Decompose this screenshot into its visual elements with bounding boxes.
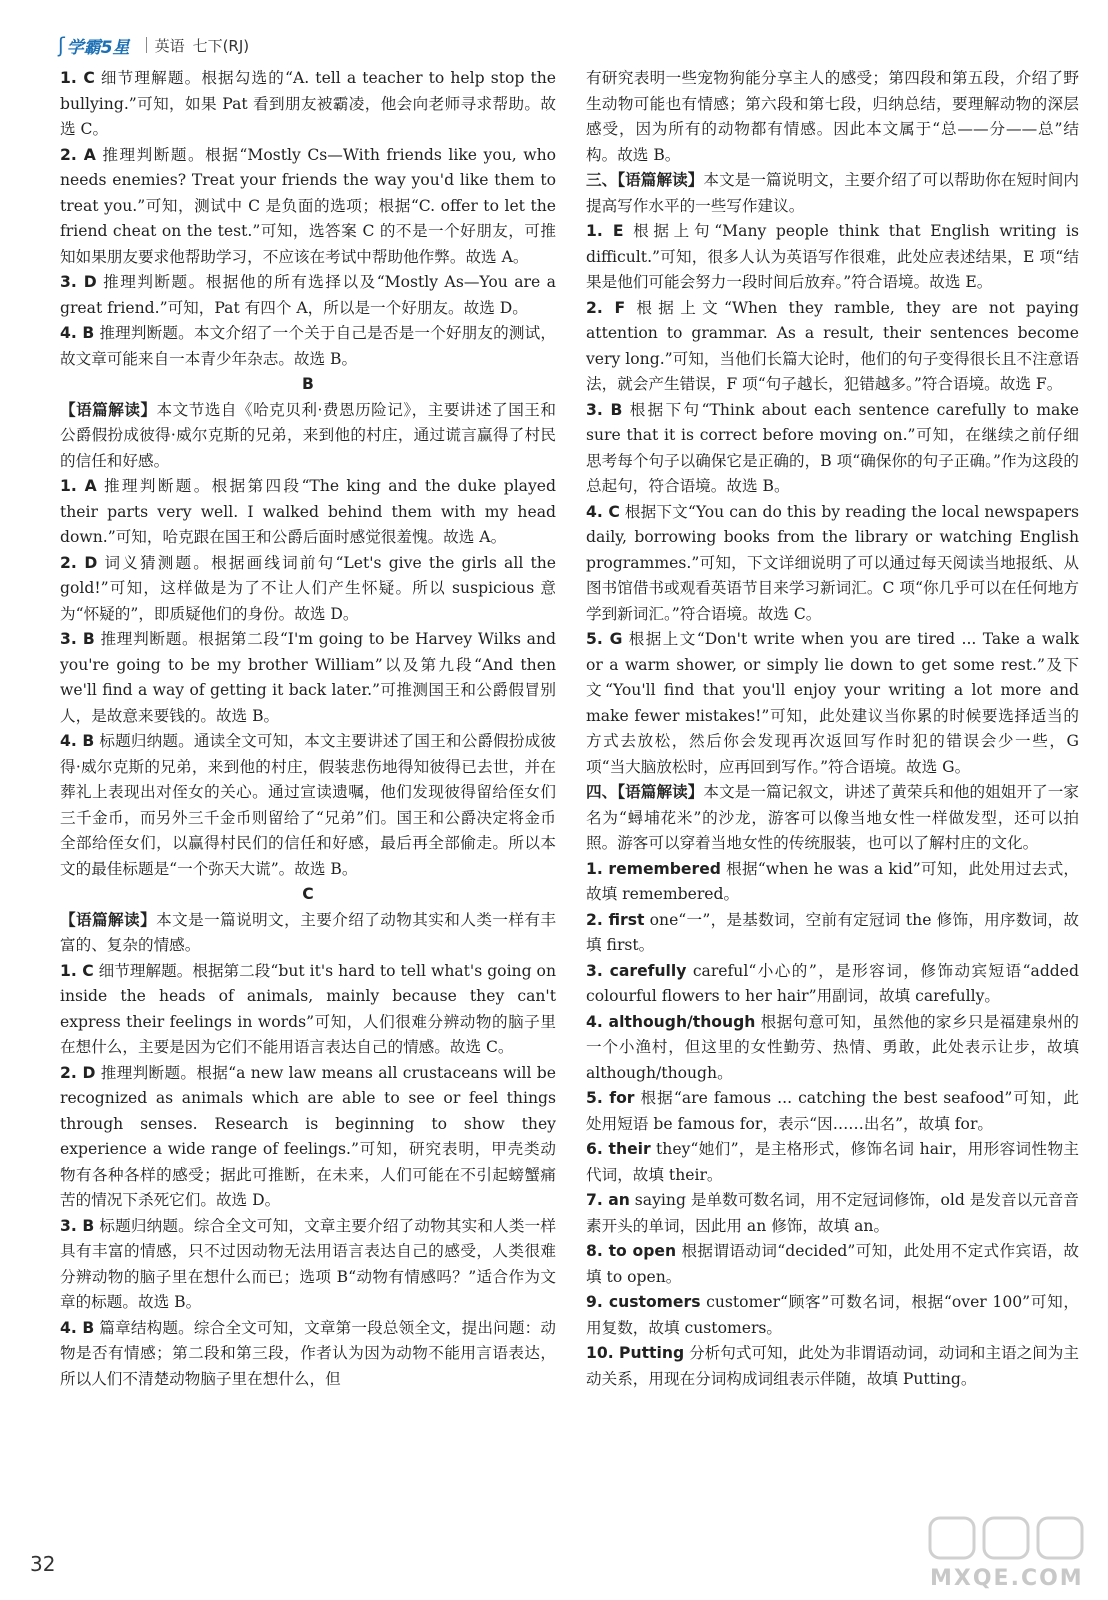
answer-number: 5. G bbox=[586, 630, 623, 648]
answer-number: 2. D bbox=[60, 1063, 96, 1082]
answer-explanation: 篇章结构题。综合全文可知，文章第一段总领全文，提出问题：动物是否有情感；第二段和第三段，作者认为因为动物不能用言语表达，所以人们不清楚动物脑子里在想什么，但 bbox=[60, 1318, 556, 1388]
answer-item bbox=[586, 1010, 1079, 1087]
answer-number: 4. C bbox=[586, 502, 620, 521]
answer-item bbox=[60, 1214, 556, 1316]
passage-analysis-text: 本文节选自《哈克贝利·费恩历险记》，主要讲述了国王和公爵假扮成彼得·威尔克斯的兄弟，来到他的村庄，通过谎言赢得了村民的信任和好感。 bbox=[60, 400, 556, 470]
answer-explanation: 根据上句“Many people think that English writing is difficult.”可知，很多人认为英语写作很难，此处应表述结果，E 项“结果是他们可能会努力一段时间后放弃。”符合语境。故选 E。 bbox=[586, 222, 1079, 291]
answer-number: 7. an bbox=[586, 1191, 630, 1209]
answer-explanation: 根据“are famous ... catching the best seafood”可知，此处用短语 be famous for，表示“因……出名”，故填 for。 bbox=[586, 1089, 1079, 1133]
grade-label: 七下(RJ) bbox=[192, 36, 250, 55]
answer-explanation: 根据上文“Don't write when you are tired ... Take a walk or a warm shower, or simply lie down to get some rest.”及下文“You'll find that you'll enjoy your writing a lot more and make fewer mistakes!”可知，此处建议当你累的时候要选择适当的方式去放松，然后你会发现再次返回写作时犯的错误会少一些，G 项“当大脑放松时，应再回到写作。”符合语境。故选 G。 bbox=[586, 630, 1079, 776]
answer-explanation: 推理判断题。根据“Mostly Cs—With friends like you, who needs enemies? Treat your friends the way you'd like them to treat you.”可知，测试中 C 是负面的选项；根据“C. offer to let the friend cheat on the test.”可知，选答案 C 的不是一个好朋友，可推知如果朋友要求他帮助学习，不应该在考试中帮助他作弊。故选 A。 bbox=[60, 145, 556, 266]
continued-text: 有研究表明一些宠物狗能分享主人的感受；第四段和第五段，介绍了野生动物可能也有情感；第六段和第七段，归纳总结，要理解动物的深层感受，因为所有的动物都有情感。因此本文属于“总——分——总”结构。故选 B。 bbox=[586, 69, 1079, 164]
answer-item bbox=[586, 1137, 1079, 1188]
answer-explanation: saying 是单数可数名词，用不定冠词修饰，old 是发音以元音音素开头的单词，因此用 an 修饰，故填 an。 bbox=[586, 1191, 1079, 1235]
answer-item bbox=[60, 321, 556, 372]
answer-explanation: 标题归纳题。通读全文可知，本文主要讲述了国王和公爵假扮成彼得·威尔克斯的兄弟，来到他的村庄，假装悲伤地得知彼得已去世，并在葬礼上表现出对侄女的关心。通过宣读遗嘱，他们发现彼得留给侄女们三千金币，而另外三千金币则留给了“兄弟”们。国王和公爵决定将金币全部给侄女们，以赢得村民们的信任和好感，最后再全部偷走。所以本文的最佳标题是“一个弥天大谎”。故选 B。 bbox=[60, 732, 556, 878]
passage-analysis bbox=[60, 908, 556, 959]
answer-item bbox=[60, 729, 556, 882]
answer-item bbox=[586, 857, 1079, 908]
answer-explanation: 根据谓语动词“decided”可知，此处用不定式作宾语，故填 to open。 bbox=[586, 1242, 1079, 1286]
answer-item bbox=[60, 1316, 556, 1393]
answer-number: 3. D bbox=[60, 273, 97, 291]
answer-explanation: 推理判断题。根据他的所有选择以及“Mostly As—You are a great friend.”可知，Pat 有四个 A，所以是一个好朋友。故选 D。 bbox=[60, 273, 556, 317]
answer-number: 4. B bbox=[60, 732, 95, 750]
passage-analysis bbox=[60, 398, 556, 475]
answer-explanation: 根据下句“Think about each sentence carefully to make sure that it is correct before moving on.”可知，在继续之前仔细思考每个句子以确保它是正确的，B 项“确保你的句子正确。”作为这段的总起句，符合语境。故选 B。 bbox=[586, 400, 1079, 495]
answer-number: 6. their bbox=[586, 1140, 651, 1158]
answer-number: 8. to open bbox=[586, 1242, 677, 1260]
answer-number: 2. A bbox=[60, 145, 96, 164]
header-divider bbox=[146, 37, 147, 53]
answer-explanation: 根据下文“You can do this by reading the local newspapers daily, borrowing books from the library or watching English programmes.”可知，下文详细说明了可以通过每天阅读当地报纸、从图书馆借书或观看英语节目来学习新词汇。C 项“你几乎可以在任何地方学到新词汇。”符合语境。故选 C。 bbox=[586, 502, 1079, 623]
answer-explanation: they“她们”，是主格形式，修饰名词 hair，用形容词性物主代词，故填 their。 bbox=[586, 1140, 1079, 1184]
answer-number: 1. remembered bbox=[586, 859, 721, 878]
answer-item bbox=[586, 219, 1079, 296]
answer-number: 1. C bbox=[60, 69, 95, 87]
passage-analysis-tag: 【语篇解读】 bbox=[60, 400, 157, 419]
answer-number: 5. for bbox=[586, 1089, 635, 1107]
answer-item bbox=[60, 474, 556, 551]
answer-number: 9. customers bbox=[586, 1293, 701, 1311]
answer-number: 1. A bbox=[60, 477, 97, 495]
section-heading: B bbox=[302, 375, 314, 393]
section-heading: C bbox=[302, 885, 314, 903]
answer-item bbox=[586, 908, 1079, 959]
answer-number: 1. E bbox=[586, 222, 624, 240]
passage-analysis bbox=[586, 780, 1079, 857]
brand-logo-icon: ʃ bbox=[58, 33, 65, 57]
answer-explanation: 词义猜测题。根据画线词前句“Let's give the girls all the gold!”可知，这样做是为了不让人们产生怀疑。所以 suspicious 意为“怀疑的”，即质疑他们的身份。故选 D。 bbox=[60, 553, 556, 623]
answer-item bbox=[60, 1061, 556, 1214]
passage-analysis bbox=[586, 168, 1079, 219]
answer-item bbox=[586, 1188, 1079, 1239]
answer-number: 3. B bbox=[60, 1216, 95, 1235]
answer-explanation: 细节理解题。根据勾选的“A. tell a teacher to help stop the bullying.”可知，如果 Pat 看到朋友被霸凌，他会向老师寻求帮助。故选 C。 bbox=[60, 69, 556, 138]
answer-item bbox=[60, 551, 556, 628]
answer-item bbox=[586, 1341, 1079, 1392]
answer-item bbox=[586, 296, 1079, 398]
passage-analysis-text: 本文是一篇说明文，主要介绍了可以帮助你在短时间内提高写作水平的一些写作建议。 bbox=[586, 171, 1079, 215]
answer-number: 2. F bbox=[586, 298, 626, 317]
answer-explanation: 推理判断题。根据“a new law means all crustaceans will be recognized as animals which are able to see or feel things through senses. Research is beginning to show they experience a wide range of feelings.”可知，研究表明，甲壳类动物有各种各样的感受；据此可推断，在未来，人们可能在不引起螃蟹痛苦的情况下杀死它们。故选 D。 bbox=[60, 1063, 556, 1209]
answer-explanation: 推理判断题。根据第四段“The king and the duke played their parts very well. I walked behind them with my head down.”可知，哈克跟在国王和公爵后面时感觉很羞愧。故选 A。 bbox=[60, 477, 556, 546]
answer-item bbox=[586, 1290, 1079, 1341]
passage-analysis-tag: 【语篇解读】 bbox=[60, 910, 157, 929]
answer-number: 2. D bbox=[60, 553, 98, 572]
page-header bbox=[58, 32, 249, 58]
left-column bbox=[60, 66, 556, 1392]
answer-explanation: 根据上文“When they ramble, they are not paying attention to grammar. As a result, their sentences become very long.”可知，当他们长篇大论时，他们的句子变得很长且不注意语法，就会产生错误，F 项“句子越长，犯错越多。”符合语境。故选 F。 bbox=[586, 298, 1079, 393]
answer-explanation: 根据“when he was a kid”可知，此处用过去式，故填 remembered。 bbox=[586, 859, 1079, 903]
answer-explanation: 根据句意可知，虽然他的家乡只是福建泉州的一个小渔村，但这里的女性勤劳、热情、勇敢，此处表示让步，故填 although/though。 bbox=[586, 1012, 1079, 1082]
answer-explanation: 标题归纳题。综合全文可知，文章主要介绍了动物其实和人类一样具有丰富的情感，只不过因动物无法用语言表达自己的感受，人类很难分辨动物的脑子里在想什么而已；选项 B“动物有情感吗？”适合作为文章的标题。故选 B。 bbox=[60, 1216, 556, 1311]
passage-analysis-text: 本文是一篇记叙文，讲述了黄荣兵和他的姐姐开了一家名为“蟳埔花米”的沙龙，游客可以像当地女性一样做发型，还可以拍照。游客可以穿着当地女性的传统服装，也可以了解村庄的文化。 bbox=[586, 783, 1079, 852]
answer-explanation: 细节理解题。根据第二段“but it's hard to tell what's going on inside the heads of animals, mainly because they can't express their feelings in words”可知，人们很难分辨动物的脑子里在想什么，主要是因为它们不能用语言表达自己的情感。故选 C。 bbox=[60, 961, 556, 1056]
answer-number: 1. C bbox=[60, 961, 94, 980]
brand-name: 学霸5星 bbox=[66, 37, 130, 58]
answer-explanation: careful“小心的”，是形容词，修饰动宾短语“added colourful flowers to her hair”用副词，故填 carefully。 bbox=[586, 961, 1080, 1005]
answer-item bbox=[60, 66, 556, 143]
passage-analysis-text: 本文是一篇说明文，主要介绍了动物其实和人类一样有丰富的、复杂的情感。 bbox=[60, 910, 556, 954]
answer-number: 3. B bbox=[60, 630, 95, 648]
answer-explanation: 推理判断题。根据第二段“I'm going to be Harvey Wilks and you're going to be my brother William”以及第九段“And then we'll find a way of getting it back later.”可推测国王和公爵假冒别人，是故意来要钱的。故选 B。 bbox=[60, 630, 556, 725]
answer-number: 3. carefully bbox=[586, 961, 687, 980]
answer-number: 10. Putting bbox=[586, 1344, 685, 1362]
passage-analysis-tag: 四、【语篇解读】 bbox=[586, 783, 704, 801]
answer-number: 3. B bbox=[586, 400, 623, 419]
answer-item bbox=[60, 270, 556, 321]
answer-item bbox=[586, 500, 1079, 628]
answer-item bbox=[60, 627, 556, 729]
answer-item bbox=[586, 959, 1079, 1010]
answer-item bbox=[586, 398, 1079, 500]
answer-explanation: one“一”，是基数词，空前有定冠词 the 修饰，用序数词，故填 first。 bbox=[586, 910, 1079, 954]
right-column bbox=[586, 66, 1079, 1392]
subject-label: 英语 bbox=[154, 36, 185, 55]
answer-explanation: 推理判断题。本文介绍了一个关于自己是否是一个好朋友的测试，故文章可能来自一本青少年杂志。故选 B。 bbox=[60, 324, 556, 368]
answer-item bbox=[586, 1086, 1079, 1137]
watermark-text: MXQE.COM bbox=[930, 1566, 1084, 1591]
answer-number: 2. first bbox=[586, 910, 645, 929]
answer-explanation: customer“顾客”可数名词，根据“over 100”可知，用复数，故填 customers。 bbox=[586, 1293, 1079, 1337]
answer-number: 4. B bbox=[60, 324, 95, 342]
answer-item bbox=[60, 959, 556, 1061]
answer-item bbox=[60, 143, 556, 271]
answer-item bbox=[586, 1239, 1079, 1290]
page-number: 32 bbox=[30, 1552, 56, 1576]
answer-number: 4. B bbox=[60, 1318, 95, 1337]
passage-analysis-tag: 三、【语篇解读】 bbox=[586, 171, 704, 189]
answer-item bbox=[586, 627, 1079, 780]
answer-explanation: 分析句式可知，此处为非谓语动词，动词和主语之间为主动关系，用现在分词构成词组表示伴随，故填 Putting。 bbox=[586, 1344, 1079, 1388]
answer-number: 4. although/though bbox=[586, 1012, 756, 1031]
